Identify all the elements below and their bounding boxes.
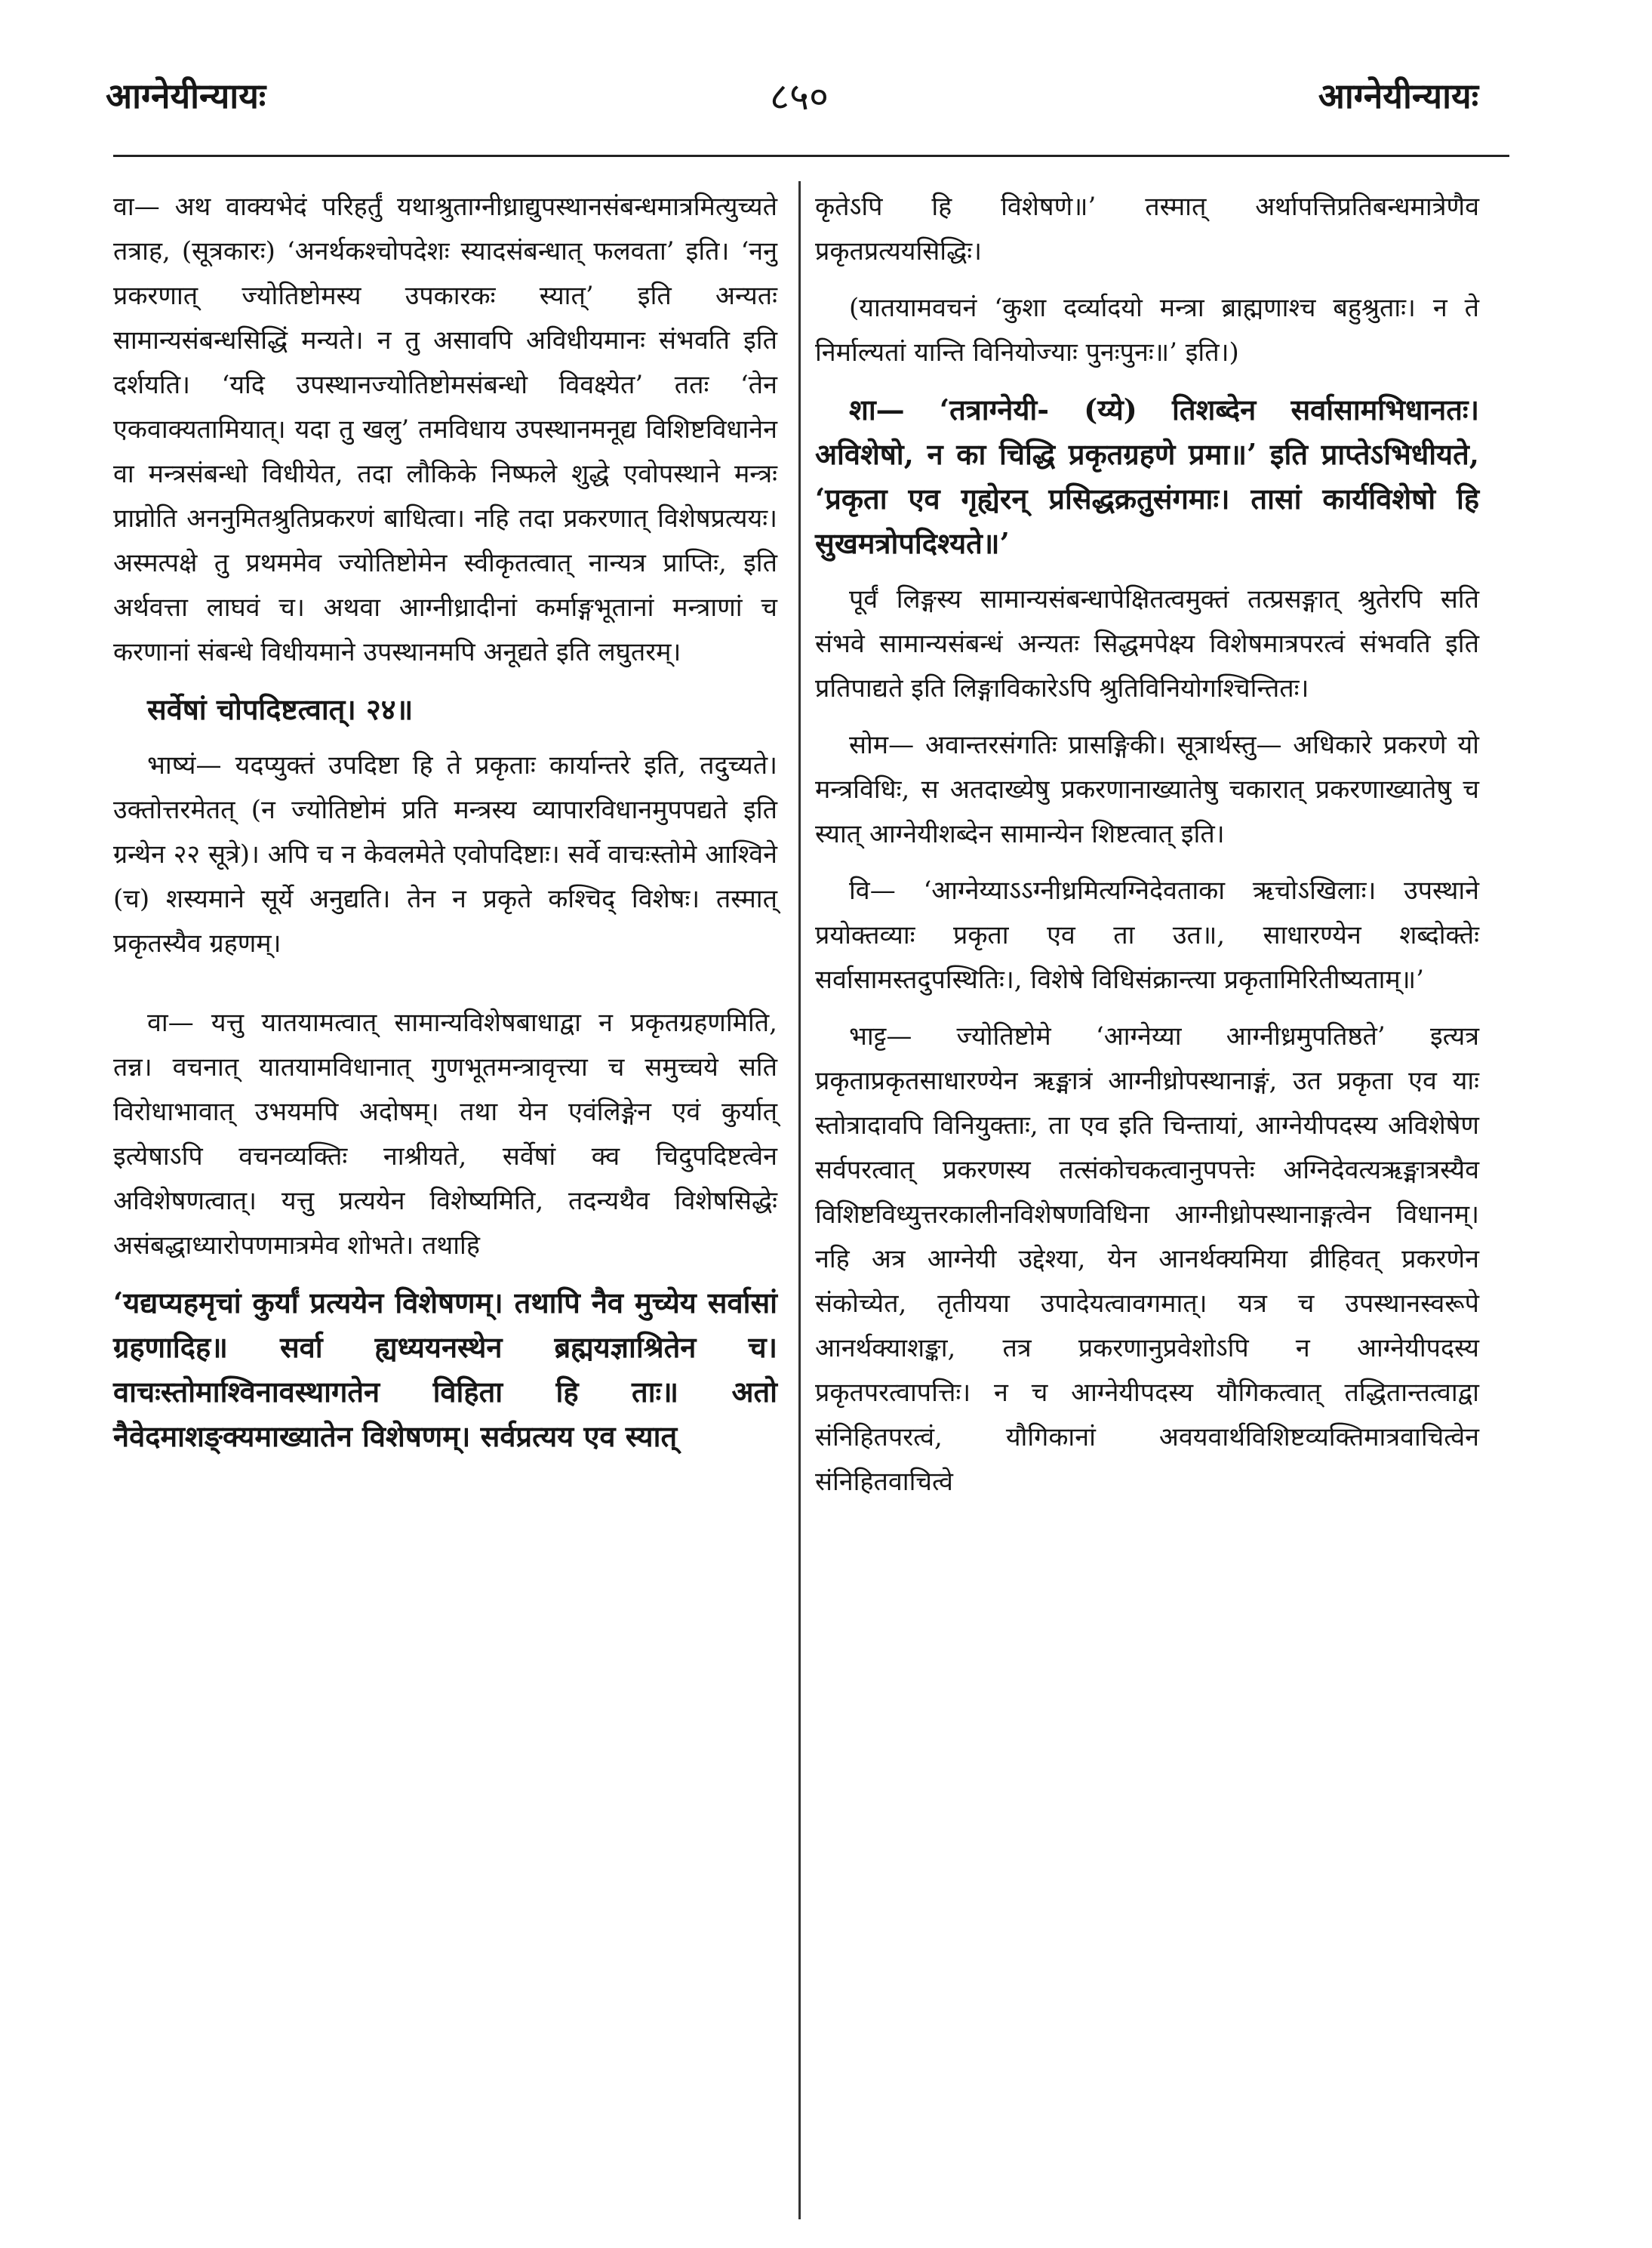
column-divider — [798, 181, 801, 2219]
running-title-left: आग्नेयीन्यायः — [106, 75, 266, 116]
bhashya-paragraph: भाष्यं— यदप्युक्तं उपदिष्टा हि ते प्रकृताः कार्यान्तरे इति, तदुच्यते। उक्तोत्तरमेतत् (न ज्योतिष्टोमं प्रति मन्त्रस्य व्यापारविधानमुपपद्यते इति ग्रन्थेन २२ सूत्रे)। अपि च न केवलमेते एवोपदिष्टाः। सर्वे वाचःस्तोमे आश्विने (च) शस्यमाने सूर्ये अनुद्यति। तेन न प्रकृते कश्चिद् विशेषः। तस्मात् प्रकृतस्यैव ग्रहणम्। — [113, 750, 777, 959]
vivarana-paragraph: वि— ‘आग्नेय्याऽऽग्नीध्रमित्यग्निदेवताका ऋचोऽखिलाः। उपस्थाने प्रयोक्तव्याः प्रकृता एव ता उत॥, साधारण्येन शब्दोक्तेः सर्वासामस्तदुपस्थितिः।, विशेषे विधिसंक्रान्त्या प्रकृतामिरितीष्यताम्॥’ — [815, 876, 1479, 995]
verse-quote: ‘यद्यप्यहमृचां कुर्यां प्रत्ययेन विशेषणम्। तथापि नैव मुच्येय सर्वासां ग्रहणादिह॥ सर्वा ह्यध्ययनस्थेन ब्रह्मयज्ञाश्रितेन च। वाचःस्तोमाश्विनावस्थागतेन विहिता हि ताः॥ अतो नैवेदमाशङ्क्यमाख्यातेन विशेषणम्। सर्वप्रत्यय एव स्यात् — [113, 1286, 777, 1453]
left-column — [113, 185, 777, 1470]
bhatta-paragraph: भाट्ट— ज्योतिष्टोमे ‘आग्नेय्या आग्नीध्रमुपतिष्ठते’ इत्यत्र प्रकृताप्रकृतसाधारण्येन ऋङ्मात्रं आग्नीध्रोपस्थानाङ्गं, उत प्रकृता एव याः स्तोत्रादावपि विनियुक्ताः, ता एव इति चिन्तायां, आग्नेयीपदस्य अविशेषेण सर्वपरत्वात् प्रकरणस्य तत्संकोचकत्वानुपपत्तेः अग्निदेवत्यऋङ्मात्रस्यैव विशिष्टविध्युत्तरकालीनविशेषणविधिना आग्नीध्रोपस्थानाङ्गत्वेन विधानम्। नहि अत्र आग्नेयी उद्देश्या, येन आनर्थक्यमिया व्रीहिवत् प्रकरणेन संकोच्येत, तृतीयया उपादेयत्वावगमात्। यत्र च उपस्थानस्वरूपे आनर्थक्याशङ्का, तत्र प्रकरणानुप्रवेशोऽपि न आग्नेयीपदस्य प्रकृतपरत्वापत्तिः। न च आग्नेयीपदस्य यौगिकत्वात् तद्धितान्तत्वाद्वा संनिहितपरत्वं, यौगिकानां अवयवार्थविशिष्टव्यक्तिमात्रवाचित्वेन संनिहितवाचित्वे — [815, 1021, 1479, 1497]
yatayama-note: (यातयामवचनं ‘कुशा दर्व्यादयो मन्त्रा ब्राह्मणाश्च बहुश्रुताः। न ते निर्माल्यतां यान्ति विनियोज्याः पुनःपुनः॥’ इति।) — [815, 293, 1479, 368]
commentary-paragraph: पूर्वं लिङ्गस्य सामान्यसंबन्धापेक्षितत्वमुक्तं तत्प्रसङ्गात् श्रुतेरपि सति संभवे सामान्यसंबन्धं अन्यतः सिद्धमपेक्ष्य विशेषमात्रपरत्वं संभवति इति प्रतिपाद्यते इति लिङ्गाविकारेऽपि श्रुतिविनियोगश्चिन्तितः। — [815, 584, 1479, 704]
shastradipika-paragraph: शा— ‘तत्राग्नेयी- (य्ये) तिशब्देन सर्वासामभिधानतः। अविशेषो, न का चिद्धि प्रकृतग्रहणे प्रमा॥’ इति प्राप्तेऽभिधीयते, ‘प्रकृता एव गृह्येरन् प्रसिद्धक्रतुसंगमाः। तासां कार्यविशेषो हि सुखमत्रोपदिश्यते॥’ — [815, 393, 1479, 560]
vartika-paragraph-2: वा— यत्तु यातयामत्वात् सामान्यविशेषबाधाद्वा न प्रकृतग्रहणमिति, तन्न। वचनात् यातयामविधानात् गुणभूतमन्त्रावृत्त्या च समुच्चये सति विरोधाभावात् उभयमपि अदोषम्। तथा येन एवंलिङ्गेन एवं कुर्यात् इत्येषाऽपि वचनव्यक्तिः नाश्रीयते, सर्वेषां क्व चिदुपदिष्टत्वेन अविशेषणत्वात्। यत्तु प्रत्ययेन विशेष्यमिति, तदन्यथैव विशेषसिद्धेः असंबद्धाध्यारोपणमात्रमेव शोभते। तथाहि — [113, 1008, 777, 1261]
right-column — [815, 185, 1479, 1517]
sutra-24: सर्वेषां चोपदिष्टत्वात्। २४॥ — [147, 692, 414, 726]
verse-continuation: कृतेऽपि हि विशेषणे॥’ तस्मात् अर्थापत्तिप्रतिबन्धमात्रेणैव प्रकृतप्रत्ययसिद्धिः। — [815, 192, 1479, 266]
page-number: ८५० — [770, 75, 829, 119]
somanatha-paragraph: सोम— अवान्तरसंगतिः प्रासङ्गिकी। सूत्रार्थस्तु— अधिकारे प्रकरणे यो मन्त्रविधिः, स अतदाख्येषु प्रकरणानाख्यातेषु चकारात् प्रकरणाख्यातेषु च स्यात् आग्नेयीशब्देन सामान्येन शिष्टत्वात् इति। — [815, 730, 1479, 849]
vartika-paragraph: वा— अथ वाक्यभेदं परिहर्तुं यथाश्रुताग्नीध्राद्युपस्थानसंबन्धमात्रमित्युच्यते तत्राह, (सूत्रकारः) ‘अनर्थकश्चोपदेशः स्यादसंबन्धात् फलवता’ इति। ‘ननु प्रकरणात् ज्योतिष्टोमस्य उपकारकः स्यात्’ इति अन्यतः सामान्यसंबन्धसिद्धिं मन्यते। न तु असावपि अविधीयमानः संभवति इति दर्शयति। ‘यदि उपस्थानज्योतिष्टोमसंबन्धो विवक्ष्येत’ ततः ‘तेन एकवाक्यतामियात्। यदा तु खलु’ तमविधाय उपस्थानमनूद्य विशिष्टविधानेन वा मन्त्रसंबन्धो विधीयेत, तदा लौकिके निष्फले शुद्धे एवोपस्थाने मन्त्रः प्राप्नोति अननुमितश्रुतिप्रकरणं बाधित्वा। नहि तदा प्रकरणात् विशेषप्रत्ययः। अस्मत्पक्षे तु प्रथममेव ज्योतिष्टोमेन स्वीकृतत्वात् नान्यत्र प्राप्तिः, इति अर्थवत्ता लाघवं च। अथवा आग्नीध्रादीनां कर्माङ्गभूतानां मन्त्राणां च करणानां संबन्धे विधीयमाने उपस्थानमपि अनूद्यते इति लघुतरम्। — [113, 192, 777, 667]
header-rule — [113, 155, 1509, 157]
running-title-right: आग्नेयीन्यायः — [1318, 75, 1478, 116]
